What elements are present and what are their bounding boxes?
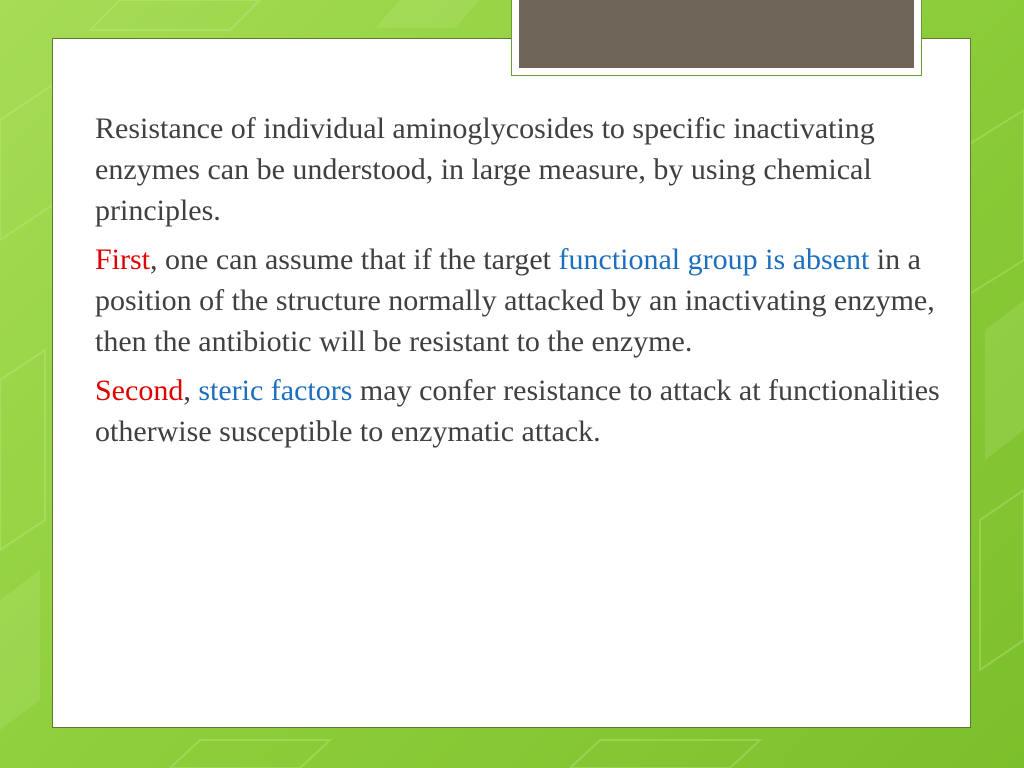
title-placeholder-tab (511, 0, 922, 76)
highlight-steric-factors: steric factors (198, 374, 353, 407)
paragraph-1-text: Resistance of individual aminoglycosides to specific inactivating enzymes can be understood, in large measure, by using chemical principles. (95, 112, 875, 227)
paragraph-2-text-a: , one can assume that if the target (150, 243, 559, 276)
slide-body-text (95, 108, 955, 460)
title-placeholder-bar (519, 0, 914, 68)
paragraph-2 (95, 239, 955, 362)
paragraph-1 (95, 108, 955, 231)
paragraph-3-text-a: , (183, 374, 199, 407)
keyword-second: Second (95, 374, 184, 407)
paragraph-3 (95, 370, 955, 452)
paragraph-3-text-b: may confer resistance to attack at functionalities otherwise susceptible to enzymatic attack. (95, 374, 940, 448)
highlight-functional-group-absent: functional group is absent (558, 243, 870, 276)
paragraph-2-text-b: in a position of the structure normally attacked by an inactivating enzyme, then the antibiotic will be resistant to the enzyme. (95, 243, 935, 358)
keyword-first: First (95, 243, 151, 276)
